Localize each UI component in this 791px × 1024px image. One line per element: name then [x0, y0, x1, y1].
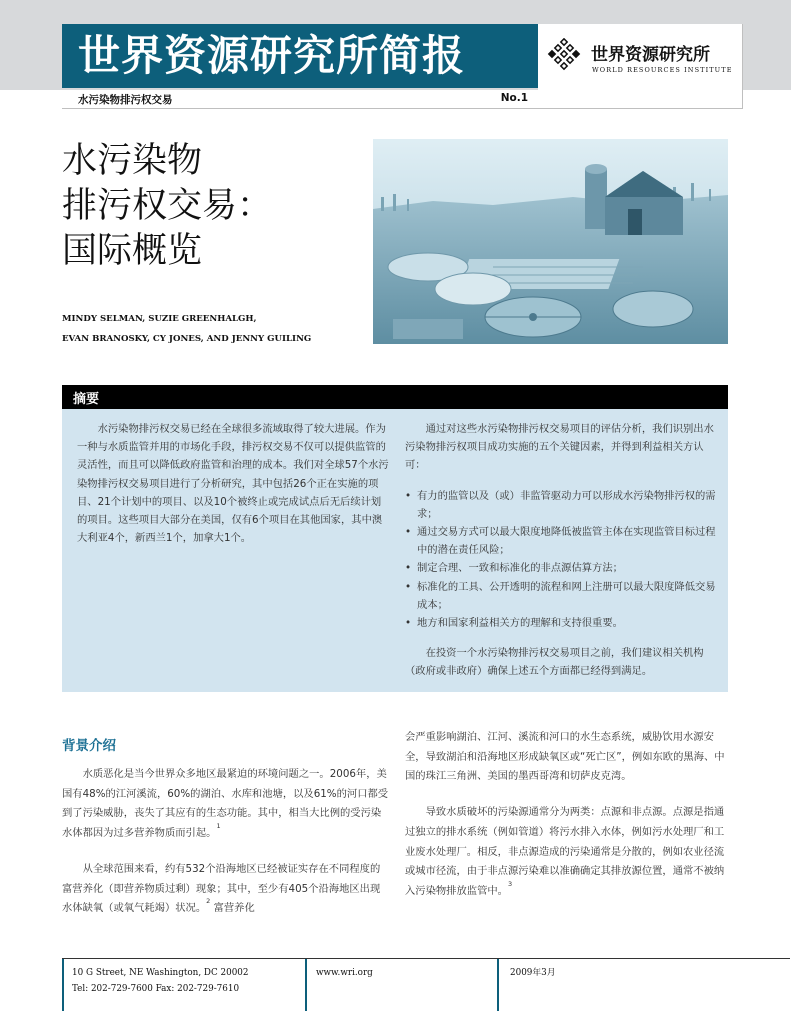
- abstract-recommendation: 在投资一个水污染物排污权交易项目之前，我们建议相关机构（政府或非政府）确保上述五个方面都已经得到满足。: [405, 647, 704, 678]
- wri-logo: [538, 24, 743, 109]
- footer-rule: [62, 959, 64, 1011]
- treatment-plant-photo: [373, 139, 728, 344]
- list-item: • 标准化的工具、公开透明的流程和网上注册可以最大限度降低交易成本；: [405, 578, 717, 614]
- abstract-left-column: [77, 420, 389, 547]
- wri-logo-icon: [546, 38, 582, 74]
- body-left-column: [62, 765, 390, 919]
- headline-line: 排污权交易：: [62, 186, 273, 226]
- authors-line: MINDY SELMAN, SUZIE GREENHALGH,: [62, 314, 257, 324]
- abstract-right-column: [405, 420, 717, 681]
- footer-date: 2009年3月: [510, 968, 556, 978]
- abstract-intro: 通过对这些水污染物排污权交易项目的评估分析，我们识别出水污染物排污权项目成功实施的五个关键因素，并得到利益相关方认可：: [405, 423, 714, 472]
- abstract-heading: 摘要: [73, 392, 100, 407]
- abstract-paragraph: 水污染物排污权交易已经在全球很多流域取得了较大进展。作为一种与水质监管并用的市场化手段，排污权交易不仅可以提供监管的灵活性，而且可以降低政府监管和治理的成本。我们对全球57个水污染物排污权交易项目进行了分析研究，其中包括26个正在实施的项目、21个计划中的项目、以及10个被终止或完成试点后无后续计划的项目。这些项目大部分在美国，仅有6个项目在其他国家，其中澳大利亚4个，新西兰1个，加拿大1个。: [77, 423, 389, 545]
- footnote-ref: 3: [507, 879, 513, 888]
- list-item: • 制定合理、一致和标准化的非点源估算方法；: [405, 559, 717, 577]
- issue-number: No.1: [500, 92, 528, 104]
- body-paragraph: 水质恶化是当今世界众多地区最紧迫的环境问题之一。2006年，美国有48%的江河溪流，60%的湖泊、水库和池塘，以及61%的河口都受到了污染威胁，丧失了其应有的生态功能。其中，相当大比例的受污染水体都因为过多营养物质而引起。$^1$: [62, 768, 389, 840]
- logo-chinese-name: 世界资源研究所: [591, 45, 710, 65]
- footer-phone: Tel: 202-729-7600 Fax: 202-729-7610: [72, 984, 240, 994]
- series-name: 水污染物排污权交易: [78, 94, 173, 106]
- footer-address: 10 G Street, NE Washington, DC 20002: [72, 968, 249, 978]
- key-factors-list: [405, 487, 717, 633]
- footer-rule: [497, 959, 499, 1011]
- footnote-ref: 2: [206, 897, 211, 906]
- headline-line: 水污染物: [62, 141, 203, 181]
- footer-divider: [62, 958, 790, 959]
- abstract-heading-bar: [62, 385, 728, 409]
- footer-contact: [72, 965, 249, 997]
- logo-english-name: WORLD RESOURCES INSTITUTE: [592, 66, 733, 74]
- body-paragraph: 导致水质破坏的污染源通常分为两类：点源和非点源。点源是指通过独立的排水系统（例如管道）将污水排入水体，例如污水处理厂和工业废水处理厂。相反，非点源造成的污染通常是分散的，例如农业径流或城市径流，由于非点源污染难以准确确定其排放源位置，通常不被纳入污染物排放监管中。$^3$: [405, 806, 725, 897]
- list-item: • 地方和国家利益相关方的理解和支持很重要。: [405, 614, 717, 632]
- headline-line: 国际概览: [62, 231, 203, 271]
- series-bar: [62, 90, 538, 109]
- brief-title: 世界资源研究所简报: [78, 31, 466, 80]
- headline: [62, 139, 362, 274]
- abstract-box: [62, 409, 728, 692]
- body-paragraph: 会严重影响湖泊、江河、溪流和河口的水生态系统，威胁饮用水源安全，导致湖泊和沿海地区形成缺氧区或“死亡区”，例如东欧的黑海、中国的珠江三角洲、美国的墨西哥湾和切萨皮克湾。: [405, 731, 725, 783]
- section-title: 背景介绍: [62, 738, 116, 754]
- authors-line: EVAN BRANOSKY, CY JONES, AND JENNY GUILING: [62, 334, 312, 344]
- footnote-ref: 1: [216, 822, 221, 831]
- footer-website[interactable]: www.wri.org: [316, 968, 373, 978]
- title-banner: [62, 24, 538, 88]
- list-item: • 有力的监管以及（或）非监管驱动力可以形成水污染物排污权的需求；: [405, 487, 717, 523]
- body-paragraph: 从全球范围来看，约有532个沿海地区已经被证实存在不同程度的富营养化（即营养物质过剩）现象；其中，至少有405个沿海地区出现水体缺氧（或氧气耗竭）状况。$^2$ 富营养化: [62, 862, 381, 915]
- list-item: • 通过交易方式可以最大限度地降低被监管主体在实现监管目标过程中的潜在责任风险；: [405, 523, 717, 559]
- footer-rule: [305, 959, 307, 1011]
- authors: [62, 309, 372, 349]
- body-right-column: [405, 728, 729, 902]
